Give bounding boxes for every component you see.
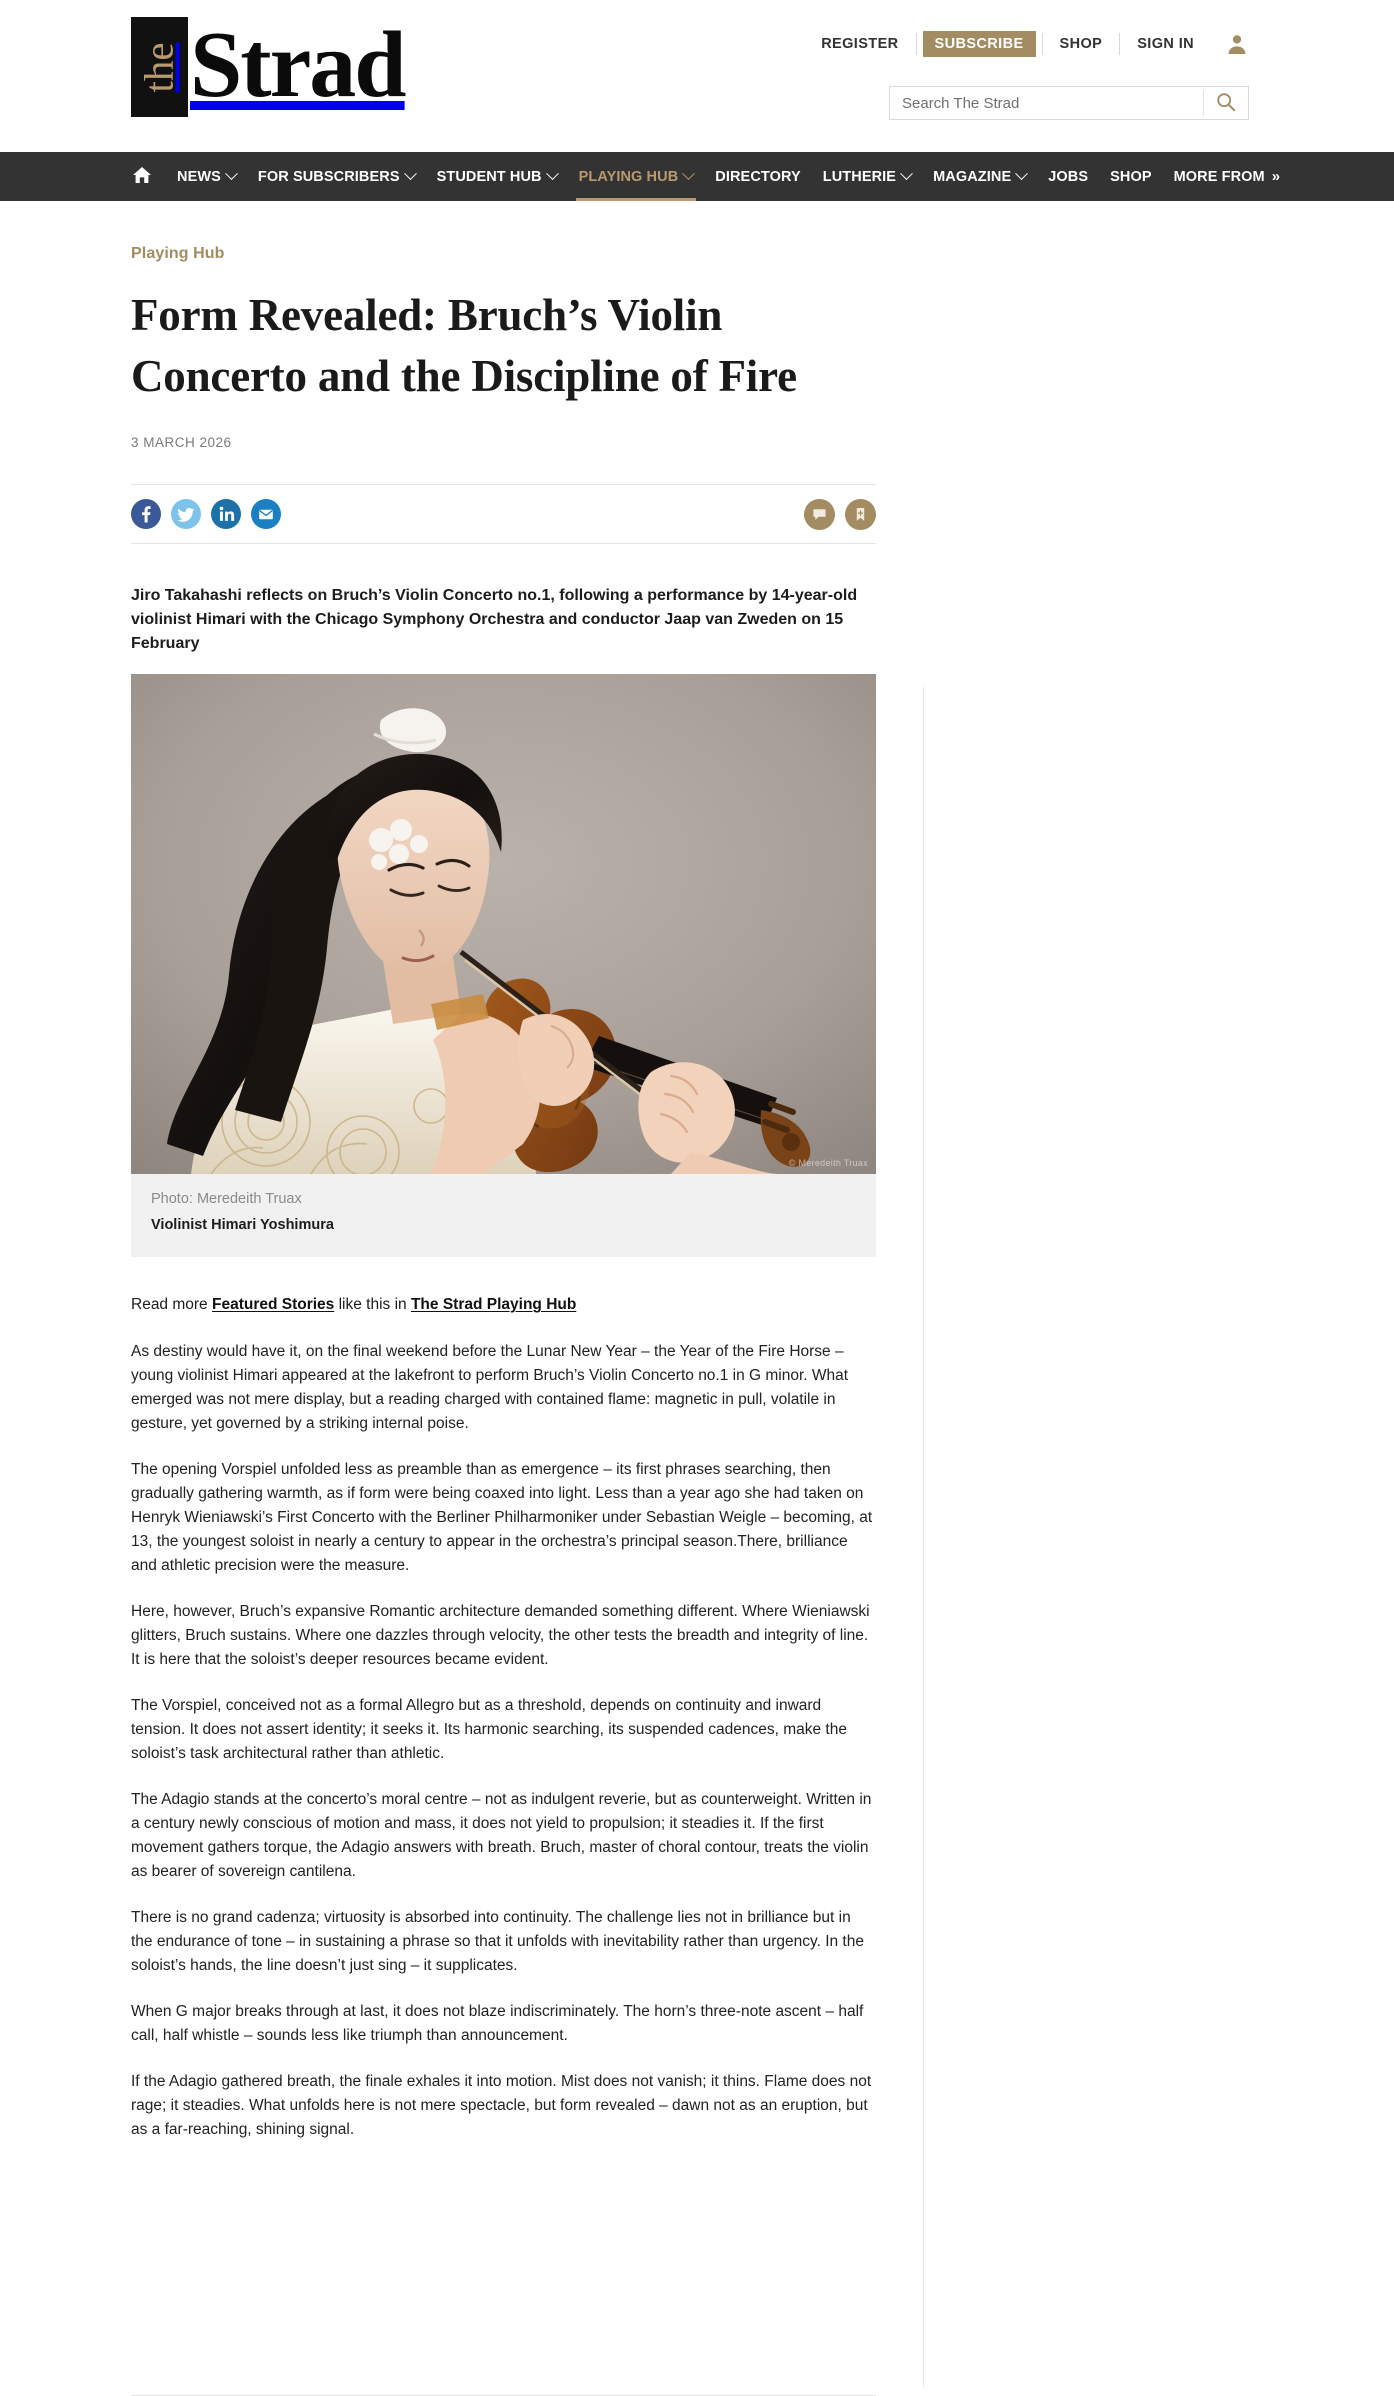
search-input[interactable] (890, 87, 1203, 119)
chevron-down-icon (404, 167, 417, 180)
email-share-icon[interactable] (251, 499, 281, 529)
nav-home[interactable] (124, 152, 166, 201)
main-navigation (0, 152, 1394, 201)
twitter-share-icon[interactable] (171, 499, 201, 529)
nav-label: STUDENT HUB (436, 168, 542, 185)
nav-item-shop[interactable] (1099, 152, 1163, 201)
article-main (131, 201, 876, 2387)
article-paragraph: When G major breaks through at last, it does not blaze indiscriminately. The horn’s three-note ascent – half call, half whistle – sounds less like triumph than announcement. (131, 2003, 864, 2044)
bookmark-save-icon[interactable] (845, 499, 876, 530)
article-paragraph: The Vorspiel, conceived not as a formal Allegro but as a threshold, depends on continuity and inward tension. It does not assert identity; it seeks it. Its harmonic searching, its suspended cadences, make the soloist’s task architectural rather than athletic. (131, 1697, 847, 1762)
logo-the-box (131, 17, 188, 117)
featured-stories-link[interactable]: Featured Stories (211, 1296, 335, 1313)
nav-item-for-subscribers[interactable] (247, 152, 426, 201)
search-icon (1216, 92, 1236, 115)
article-paragraph: If the Adagio gathered breath, the finale exhales it into motion. Mist does not vanish; it thins. Flame does not rage; it steadies. What unfolds here is not mere spectacle, but form revealed – dawn not as an eruption, but as a far-reaching, shining signal. (131, 2073, 872, 2138)
site-header (0, 0, 1394, 152)
nav-item-jobs[interactable] (1037, 152, 1099, 201)
utility-nav (804, 31, 1249, 57)
chevron-down-icon (1015, 167, 1028, 180)
shop-link[interactable]: SHOP (1059, 36, 1103, 52)
photo-caption: Violinist Himari Yoshimura (151, 1217, 334, 1233)
article-kicker[interactable]: Playing Hub (131, 245, 225, 262)
register-link[interactable]: REGISTER (821, 36, 899, 52)
nav-item-directory[interactable] (704, 152, 812, 201)
nav-label: LUTHERIE (822, 168, 897, 185)
nav-item-student-hub[interactable] (426, 152, 568, 201)
nav-label: DIRECTORY (715, 168, 801, 185)
nav-item-more-from[interactable] (1163, 152, 1292, 201)
double-chevron-right-icon: » (1271, 168, 1281, 185)
logo-the-text: the (136, 41, 182, 93)
nav-label: JOBS (1048, 168, 1089, 185)
read-more-prefix: Read more (131, 1296, 212, 1313)
facebook-share-icon[interactable] (131, 499, 161, 529)
linkedin-share-icon[interactable] (211, 499, 241, 529)
share-buttons (131, 499, 281, 529)
nav-label: MORE FROM (1173, 168, 1265, 185)
article-paragraph: There is no grand cadenza; virtuosity is absorbed into continuity. The challenge lies not in brilliance but in the endurance of tone – in sustaining a phrase so that it unfolds with inevitability rather than urgency. In the soloist’s hands, the line doesn’t just sing – it supplicates. (131, 1909, 864, 1974)
nav-label: NEWS (177, 168, 221, 185)
nav-label: PLAYING HUB (578, 168, 679, 185)
nav-item-lutherie[interactable] (812, 152, 922, 201)
nav-label: FOR SUBSCRIBERS (257, 168, 400, 185)
sidebar-divider (923, 687, 924, 2387)
figure-caption (131, 1174, 876, 1257)
publish-date: 3 MARCH 2026 (131, 435, 232, 450)
nav-label: SHOP (1110, 168, 1152, 185)
search-button[interactable] (1204, 87, 1248, 119)
user-avatar-icon[interactable] (1225, 32, 1249, 56)
page-title: Form Revealed: Bruch’s Violin Concerto and the Discipline of Fire (131, 290, 797, 401)
sign-in-link[interactable]: SIGN IN (1137, 36, 1194, 52)
article-paragraph: Here, however, Bruch’s expansive Romantic architecture demanded something different. Where Wieniawski glitters, Bruch sustains. Where one dazzles through velocity, the other tests the breadth and integrity of line. It is here that the soloist’s deeper resources became evident. (131, 1603, 870, 1668)
logo-wordmark: Strad (190, 13, 405, 117)
chevron-down-icon (546, 167, 559, 180)
article-standfirst: Jiro Takahashi reflects on Bruch’s Violin Concerto no.1, following a performance by 14-year-old violinist Himari with the Chicago Symphony Orchestra and conductor Jaap van Zweden on 15 February (131, 587, 858, 652)
photo-credit: Photo: Meredeith Truax (151, 1191, 302, 1207)
nav-label: MAGAZINE (933, 168, 1012, 185)
article-paragraph: As destiny would have it, on the final weekend before the Lunar New Year – the Year of the Fire Horse – young violinist Himari appeared at the lakefront to perform Bruch’s Violin Concerto no.1 in G minor. What emerged was not mere display, but a reading charged with contained flame: magnetic in pull, volatile in gesture, yet governed by a striking internal poise. (131, 1343, 849, 1432)
nav-item-news[interactable] (166, 152, 247, 201)
home-icon (132, 166, 152, 188)
article-paragraph: The opening Vorspiel unfolded less as preamble than as emergence – its first phrases searching, then gradually gathering warmth, as if form were being coaxed into light. Less than a year ago she had taken on Henryk Wieniawski’s First Concerto with the Berliner Philharmoniker under Sebastian Weigle – becoming, at 13, the youngest soloist in nearly a century to appear in the orchestra’s principal season.There, brilliance and athletic precision were the measure. (131, 1461, 873, 1574)
site-logo[interactable] (131, 13, 405, 117)
chevron-down-icon (682, 167, 695, 180)
article-photo (131, 674, 876, 1174)
chevron-down-icon (900, 167, 913, 180)
comment-icon[interactable] (804, 499, 835, 530)
search-form (889, 86, 1249, 120)
chevron-down-icon (225, 167, 238, 180)
article-figure (131, 674, 876, 1257)
nav-item-playing-hub[interactable] (568, 152, 705, 201)
read-more-line (131, 1293, 876, 1316)
util-divider (916, 33, 917, 55)
page-body (0, 201, 1394, 2387)
photo-watermark: © Meredeith Truax (788, 1158, 868, 1168)
share-bar (131, 484, 876, 544)
photo-illustration (131, 674, 876, 1174)
read-more-middle: like this in (334, 1296, 411, 1313)
article-tools (804, 499, 876, 530)
subscribe-button[interactable]: SUBSCRIBE (923, 31, 1036, 57)
article-paragraph: The Adagio stands at the concerto’s moral centre – not as indulgent reverie, but as counterweight. Written in a century newly conscious of motion and mass, it does not yield to propulsion; it steadies it. If the first movement gathers torque, the Adagio answers with breath. Bruch, master of choral contour, treats the violin as bearer of sovereign cantilena. (131, 1791, 872, 1880)
nav-item-magazine[interactable] (922, 152, 1037, 201)
playing-hub-link[interactable]: The Strad Playing Hub (410, 1296, 577, 1313)
